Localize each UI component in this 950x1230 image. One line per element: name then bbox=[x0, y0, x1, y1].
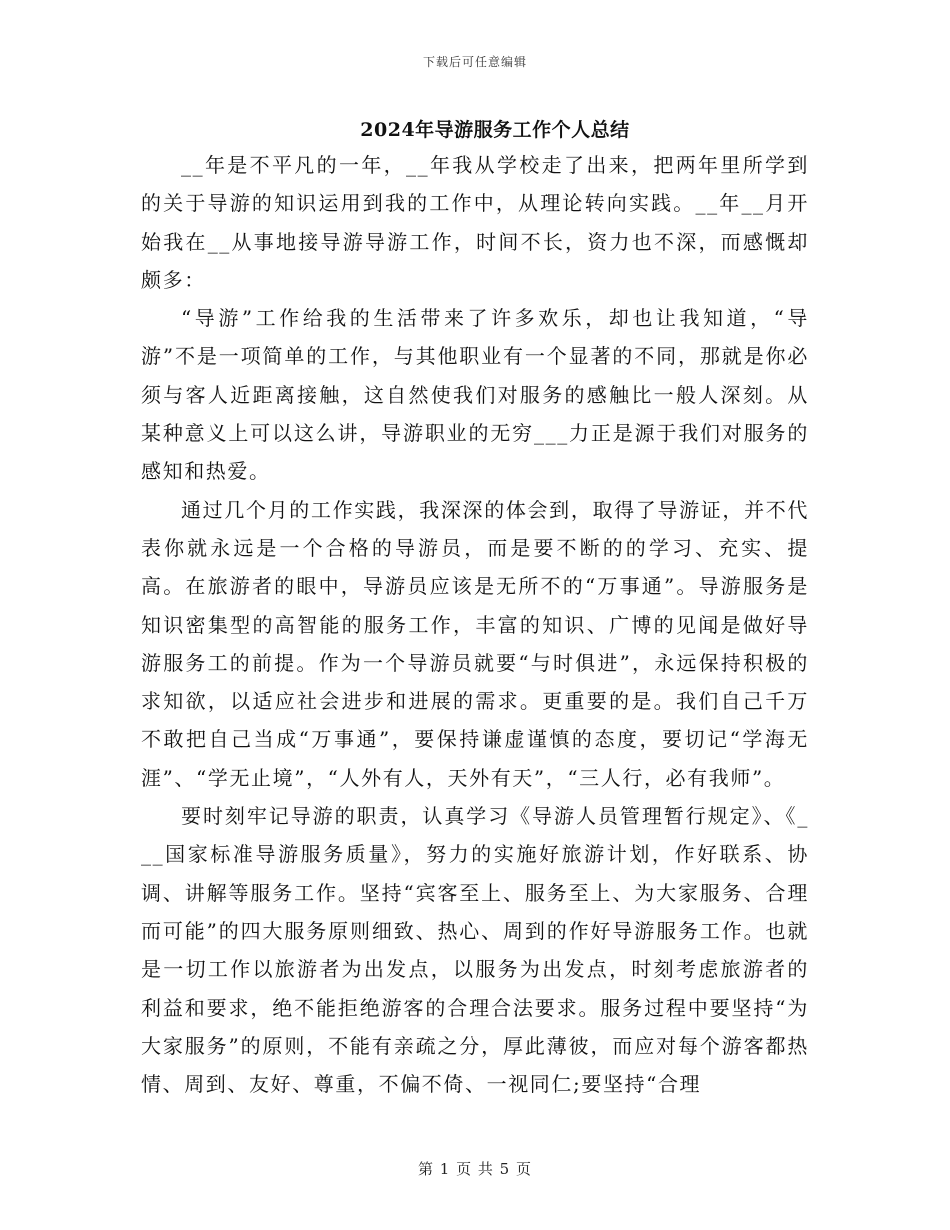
page-number: 第 1 页 共 5 页 bbox=[418, 1160, 532, 1178]
document-title: 2024年导游服务工作个人总结 bbox=[360, 119, 630, 141]
paragraph: 通过几个月的工作实践，我深深的体会到，取得了导游证，并不代表你就永远是一个合格的导游员，而是要不断的的学习、充实、提高。在旅游者的眼中，导游员应该是无所不的“万事通”。导游服务是知识密集型的高智能的服务工作，丰富的知识、广博的见闻是做好导游服务工的前提。作为一个导游员就要“与时俱进”，永远保持积极的求知欲，以适应社会进步和进展的需求。更重要的是。我们自己千万不敢把自己当成“万事通”，要保持谦虚谨慎的态度，要切记“学海无涯”、“学无止境”，“人外有人，天外有天”，“三人行，必有我师”。 bbox=[141, 497, 809, 790]
paragraph: 要时刻牢记导游的职责，认真学习《导游人员管理暂行规定》、《___国家标准导游服务质量》，努力的实施好旅游计划，作好联系、协调、讲解等服务工作。坚持“宾客至上、服务至上、为大家服务、合理而可能”的四大服务原则细致、热心、周到的作好导游服务工作。也就是一切工作以旅游者为出发点，以服务为出发点，时刻考虑旅游者的利益和要求，绝不能拒绝游客的合理合法要求。服务过程中要坚持“为大家服务”的原则，不能有亲疏之分，厚此薄彼，而应对每个游客都热情、周到、友好、尊重，不偏不倚、一视同仁;要坚持“合理 bbox=[141, 804, 809, 1097]
paragraph: “导游”工作给我的生活带来了许多欢乐，却也让我知道，“导游”不是一项简单的工作，与其他职业有一个显著的不同，那就是你必须与客人近距离接触，这自然使我们对服务的感触比一般人深刻。从某种意义上可以这么讲，导游职业的无穷___力正是源于我们对服务的感知和热爱。 bbox=[141, 306, 809, 484]
header-note: 下载后可任意编辑 bbox=[422, 55, 527, 69]
document-body bbox=[141, 146, 809, 1103]
paragraph: __年是不平凡的一年，__年我从学校走了出来，把两年里所学到的关于导游的知识运用到我的工作中，从理论转向实践。__年__月开始我在__从事地接导游导游工作，时间不长，资力也不深，而感慨却颇多： bbox=[141, 153, 809, 292]
